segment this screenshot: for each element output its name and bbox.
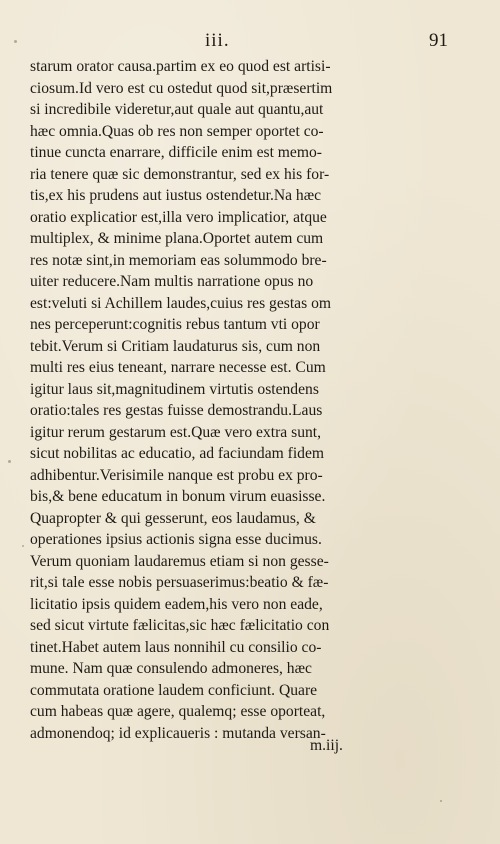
text-line: bis,& bene educatum in bonum virum euasisse. bbox=[30, 488, 326, 505]
text-line: res notæ sint,in memoriam eas solummodo bre- bbox=[30, 251, 327, 269]
text-line: rit,si tale esse nobis persuaserimus:beatio & fæ- bbox=[30, 574, 329, 591]
text-line: starum orator causa.partim ex eo quod est artisi- bbox=[30, 58, 331, 75]
text-line: Quapropter & qui gesserunt, eos laudamus, & bbox=[30, 509, 316, 527]
folio-number: 91 bbox=[429, 30, 448, 51]
text-line: Verum quoniam laudaremus etiam si non gesse- bbox=[30, 552, 329, 570]
text-line: sed sicut virtute fælicitas,sic hæc fælicitatio con bbox=[30, 617, 330, 634]
text-line: hæc omnia.Quas ob res non semper oportet co- bbox=[30, 122, 324, 140]
paper-speck bbox=[22, 545, 24, 547]
text-line: multi res eius teneant, narrare necesse est. Cum bbox=[30, 359, 326, 376]
paper-speck bbox=[440, 800, 442, 802]
text-line: uiter reducere.Nam multis narratione opus no bbox=[30, 273, 314, 290]
text-line: admonendoq; id explicaueris : mutanda versan- bbox=[30, 724, 326, 742]
text-line: operationes ipsius actionis signa esse ducimus. bbox=[30, 531, 322, 548]
catchword: m.iij. bbox=[310, 737, 343, 754]
text-line: tinue cuncta enarrare, difficile enim est memo- bbox=[30, 144, 322, 161]
body-text bbox=[30, 56, 470, 744]
text-line: cum habeas quæ agere, qualemq; esse oporteat, bbox=[30, 703, 326, 720]
text-line: tis,ex his prudens aut iustus ostendetur.Na hæc bbox=[30, 187, 322, 204]
text-line: mune. Nam quæ consulendo admoneres, hæc bbox=[30, 660, 312, 677]
text-line: commutata oratione laudem conficiunt. Quare bbox=[30, 681, 318, 699]
text-line: ciosum.Id vero est cu ostedut quod sit,præsertim bbox=[30, 79, 333, 97]
paper-speck bbox=[14, 40, 17, 43]
text-line: oratio:tales res gestas fuisse demostrandu.Laus bbox=[30, 402, 323, 419]
text-line: nes perceperunt:cognitis rebus tantum vti opor bbox=[30, 316, 320, 333]
gathering-signature: iii. bbox=[205, 30, 230, 51]
paper-speck bbox=[8, 460, 11, 463]
text-line: tebit.Verum si Critiam laudaturus sis, cum non bbox=[30, 337, 321, 355]
text-line: licitatio ipsis quidem eadem,his vero non eade, bbox=[30, 595, 323, 613]
text-line: si incredibile videretur,aut quale aut quantu,aut bbox=[30, 101, 324, 118]
text-line: oratio explicatior est,illa vero implicatior, atque bbox=[30, 208, 327, 226]
text-line: igitur rerum gestarum est.Quæ vero extra sunt, bbox=[30, 423, 322, 441]
text-line: est:veluti si Achillem laudes,cuius res gestas om bbox=[30, 294, 331, 312]
text-line: adhibentur.Verisimile nanque est probu ex pro- bbox=[30, 466, 323, 484]
text-line: multiplex, & minime plana.Oportet autem cum bbox=[30, 230, 324, 247]
page-header bbox=[0, 30, 500, 54]
text-line: sicut nobilitas ac educatio, ad faciundam fidem bbox=[30, 445, 325, 462]
text-line: tinet.Habet autem laus nonnihil cu consilio co- bbox=[30, 638, 322, 656]
text-line: igitur laus sit,magnitudinem virtutis ostendens bbox=[30, 380, 319, 398]
text-line: ria tenere quæ sic demonstrantur, sed ex his for- bbox=[30, 165, 330, 183]
